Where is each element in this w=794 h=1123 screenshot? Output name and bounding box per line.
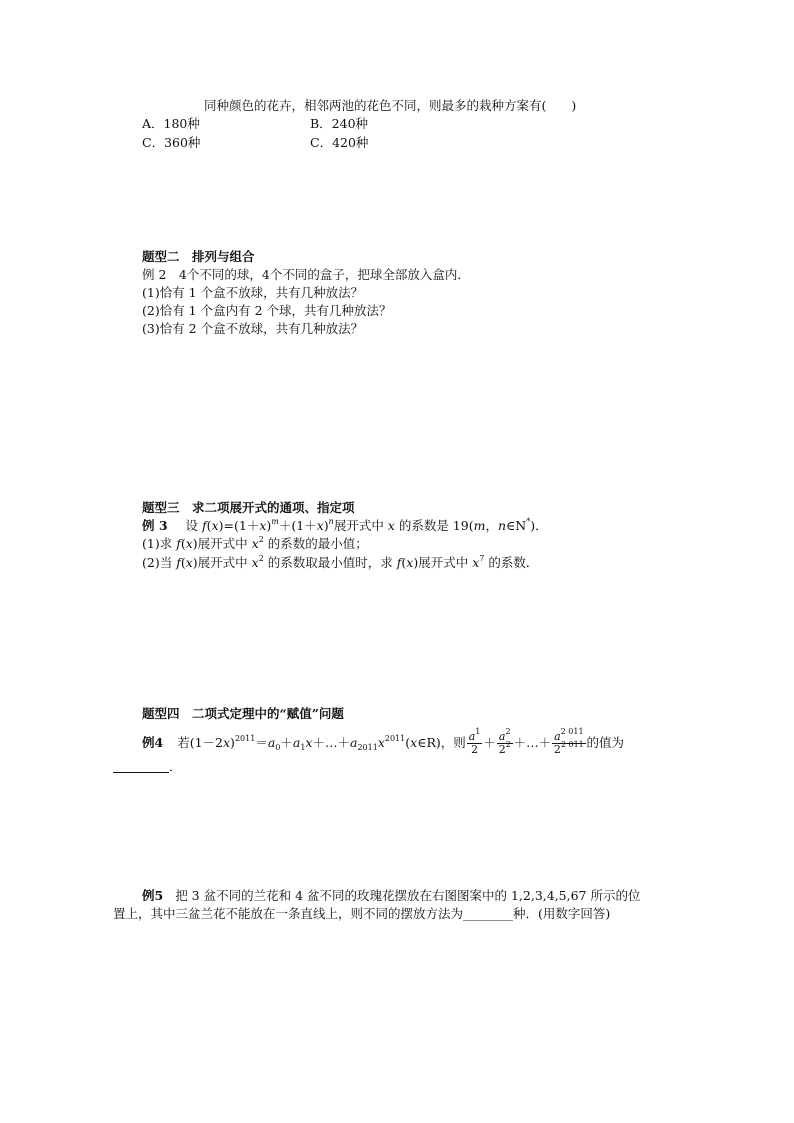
frac-1: $\frac{a^1}{2}$: [468, 727, 481, 756]
option-c2: C．420种: [310, 135, 369, 150]
example5-label: 例5: [142, 888, 164, 903]
option-a: A．180种: [142, 116, 200, 131]
example2-stem: 例 2 4个不同的球，4个不同的盒子，把球全部放入盒内．: [142, 267, 470, 282]
example3-stem: 例 3 设 $f(x)=(1+x)^m+(1+x)^n$展开式中 x 的系数是 19(m，n∈N*)．: [142, 517, 548, 533]
frac-2: $\frac{a^2}{2^2}$: [498, 727, 511, 756]
q1-stem: 同种颜色的花卉，相邻两池的花色不同，则最多的栽种方案有( ): [204, 98, 577, 113]
example5-line2: 置上，其中三盆兰花不能放在一条直线上，则不同的摆放方法为________种．(用数字回答): [113, 906, 611, 921]
example2-q2: (2)恰有 1 个盒内有 2 个球，共有几种放法？: [142, 303, 392, 318]
option-c1: C．360种: [142, 135, 201, 150]
example3-q1: (1)求 f(x)展开式中 $x^2$ 的系数的最小值；: [142, 535, 368, 551]
example5-line1: 例5 把 3 盆不同的兰花和 4 盆不同的玫瑰花摆放在右图图案中的 1,2,3,4,5,67 所示的位: [142, 888, 641, 903]
type3-heading: 题型三 求二项展开式的通项、指定项: [142, 500, 355, 515]
example2-q3: (3)恰有 2 个盒不放球，共有几种放法？: [142, 321, 364, 336]
frac-2011: $\frac{a^{2 011}}{2^{2 011}}$: [553, 727, 584, 756]
option-b: B．240种: [310, 116, 369, 131]
type4-heading: 题型四 二项式定理中的“赋值”问题: [142, 706, 344, 721]
example2-q1: (1)恰有 1 个盒不放球，共有几种放法？: [142, 285, 364, 300]
example4-label: 例4: [142, 735, 164, 750]
example3-q2: (2)当 f(x)展开式中 $x^2$ 的系数取最小值时，求 f(x)展开式中 $x^7$ 的系数．: [142, 554, 539, 570]
example4-stem: 例4 若$(1-2x)^{2011}=a_0+a_1x+\dots+a_{2011}x^{2011}(x\in R)$，则 $\frac{a^1}{2}$ ＋ $\frac{a^2}{2^2}$ ＋…＋ $\frac{a^{2 011}}{2^{2 011}}$ 的值为: [142, 727, 625, 756]
type2-heading: 题型二 排列与组合: [142, 249, 255, 264]
example4-answer-blank: ．: [113, 758, 182, 776]
example3-label: 例 3: [142, 518, 168, 533]
